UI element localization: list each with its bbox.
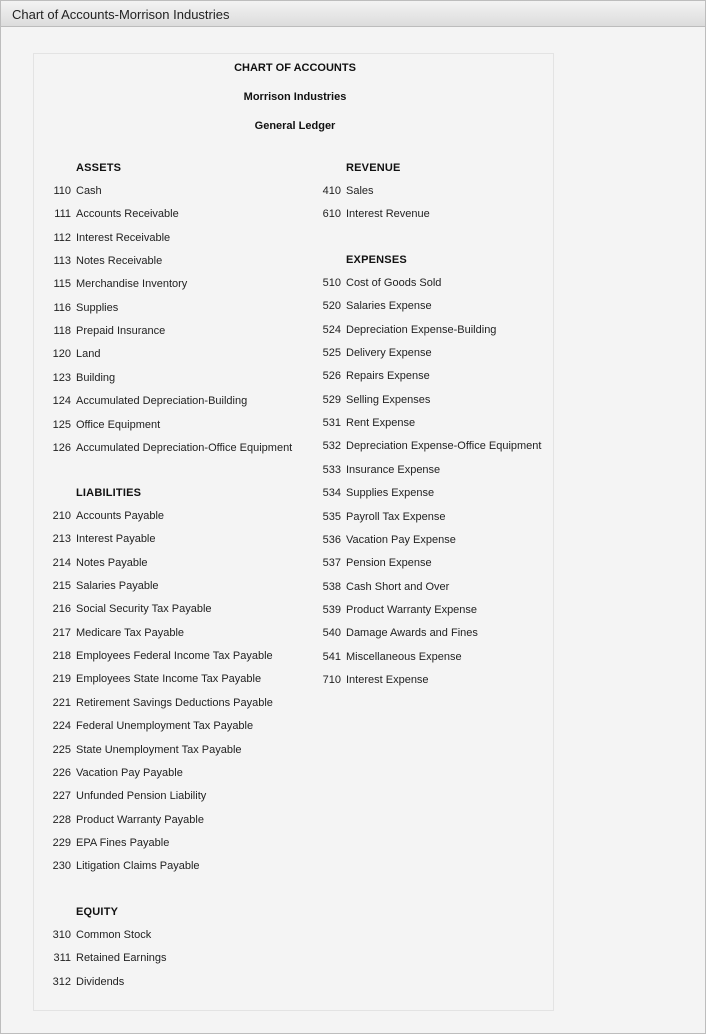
account-number: 529 bbox=[322, 393, 341, 406]
account-name: Retained Earnings bbox=[76, 952, 167, 965]
account-name: Dividends bbox=[76, 975, 125, 988]
account-name: Repairs Expense bbox=[346, 370, 430, 383]
account-number: 219 bbox=[52, 673, 71, 686]
ledger-name: General Ledger bbox=[254, 120, 336, 132]
account-number: 526 bbox=[322, 370, 341, 383]
account-name: Interest Expense bbox=[346, 673, 429, 686]
account-name: Notes Receivable bbox=[76, 255, 163, 268]
account-number: 116 bbox=[53, 301, 71, 314]
account-number: 535 bbox=[322, 510, 341, 523]
account-number: 537 bbox=[322, 557, 341, 570]
account-name: Vacation Pay Expense bbox=[346, 533, 456, 546]
account-number: 124 bbox=[52, 395, 71, 408]
account-name: Depreciation Expense-Building bbox=[346, 323, 497, 336]
account-name: Federal Unemployment Tax Payable bbox=[76, 720, 254, 733]
equity-heading: EQUITY bbox=[76, 906, 119, 918]
account-number: 534 bbox=[322, 487, 341, 500]
account-number: 510 bbox=[322, 277, 341, 289]
account-name: Common Stock bbox=[76, 929, 152, 941]
account-name: Supplies bbox=[76, 301, 119, 314]
account-name: Supplies Expense bbox=[346, 487, 435, 500]
account-number: 123 bbox=[52, 371, 71, 384]
account-number: 126 bbox=[52, 441, 71, 454]
account-name: Unfunded Pension Liability bbox=[76, 790, 207, 803]
account-name: Cost of Goods Sold bbox=[346, 277, 442, 289]
account-name: Interest Revenue bbox=[346, 208, 430, 221]
account-number: 533 bbox=[322, 463, 341, 476]
account-number: 541 bbox=[322, 650, 341, 663]
account-name: Building bbox=[76, 371, 116, 384]
account-name: EPA Fines Payable bbox=[76, 836, 170, 849]
account-number: 111 bbox=[54, 208, 71, 221]
account-number: 215 bbox=[52, 580, 71, 593]
account-name: Payroll Tax Expense bbox=[346, 510, 446, 523]
account-number: 524 bbox=[322, 323, 341, 336]
account-name: Miscellaneous Expense bbox=[346, 650, 462, 663]
account-number: 539 bbox=[322, 603, 341, 616]
account-number: 217 bbox=[52, 626, 71, 639]
account-name: Social Security Tax Payable bbox=[76, 603, 212, 616]
account-number: 218 bbox=[52, 650, 71, 663]
account-number: 125 bbox=[52, 418, 71, 431]
account-name: Cash bbox=[76, 185, 102, 197]
account-name: Office Equipment bbox=[76, 418, 161, 431]
account-number: 210 bbox=[52, 510, 71, 522]
account-number: 120 bbox=[52, 348, 71, 361]
liabilities-heading: LIABILITIES bbox=[76, 487, 142, 499]
account-name: Product Warranty Expense bbox=[346, 603, 478, 616]
page-title: CHART OF ACCOUNTS bbox=[234, 62, 356, 74]
account-number: 225 bbox=[52, 743, 71, 756]
account-number: 312 bbox=[52, 975, 71, 988]
window-title-bar[interactable] bbox=[1, 1, 705, 27]
account-number: 226 bbox=[52, 766, 71, 779]
account-number: 531 bbox=[322, 417, 341, 430]
account-name: Sales bbox=[346, 185, 374, 197]
account-name: Litigation Claims Payable bbox=[76, 860, 200, 873]
assets-heading: ASSETS bbox=[76, 162, 122, 174]
account-name: Vacation Pay Payable bbox=[76, 766, 183, 779]
account-name: Medicare Tax Payable bbox=[76, 626, 185, 639]
account-name: Accounts Payable bbox=[76, 510, 165, 522]
account-name: Salaries Expense bbox=[346, 300, 432, 313]
account-name: Accumulated Depreciation-Office Equipment bbox=[76, 441, 293, 454]
account-number: 610 bbox=[322, 208, 341, 221]
account-number: 525 bbox=[322, 347, 341, 360]
account-number: 110 bbox=[53, 185, 71, 197]
account-name: Damage Awards and Fines bbox=[346, 627, 478, 640]
account-name: State Unemployment Tax Payable bbox=[76, 743, 242, 756]
account-number: 532 bbox=[322, 440, 341, 453]
account-name: Accounts Receivable bbox=[76, 208, 179, 221]
account-name: Employees State Income Tax Payable bbox=[76, 673, 262, 686]
account-number: 118 bbox=[53, 325, 71, 338]
account-name: Notes Payable bbox=[76, 556, 148, 569]
account-number: 228 bbox=[52, 813, 71, 826]
chart-of-accounts-card bbox=[33, 53, 554, 1011]
account-number: 229 bbox=[52, 836, 71, 849]
account-number: 230 bbox=[52, 860, 71, 873]
account-number: 227 bbox=[52, 790, 71, 803]
account-number: 540 bbox=[322, 627, 341, 640]
account-name: Accumulated Depreciation-Building bbox=[76, 395, 248, 408]
account-number: 311 bbox=[53, 952, 71, 965]
account-name: Delivery Expense bbox=[346, 347, 432, 360]
account-number: 536 bbox=[322, 533, 341, 546]
account-number: 115 bbox=[53, 278, 71, 291]
account-name: Merchandise Inventory bbox=[76, 278, 188, 291]
account-name: Rent Expense bbox=[346, 417, 416, 430]
account-number: 214 bbox=[52, 556, 71, 569]
account-number: 113 bbox=[53, 255, 71, 268]
account-number: 221 bbox=[52, 696, 71, 709]
expenses-heading: EXPENSES bbox=[346, 254, 407, 266]
account-number: 520 bbox=[322, 300, 341, 313]
account-name: Depreciation Expense-Office Equipment bbox=[346, 440, 542, 453]
window-title: Chart of Accounts-Morrison Industries bbox=[12, 7, 230, 22]
account-number: 310 bbox=[52, 929, 71, 941]
account-name: Interest Receivable bbox=[76, 231, 171, 244]
account-name: Product Warranty Payable bbox=[76, 813, 204, 826]
account-name: Interest Payable bbox=[76, 533, 156, 546]
account-name: Land bbox=[76, 348, 101, 361]
account-number: 410 bbox=[322, 185, 341, 197]
account-name: Employees Federal Income Tax Payable bbox=[76, 650, 273, 663]
account-name: Selling Expenses bbox=[346, 393, 431, 406]
account-number: 216 bbox=[52, 603, 71, 616]
account-number: 112 bbox=[53, 231, 71, 244]
account-number: 213 bbox=[52, 533, 71, 546]
account-name: Prepaid Insurance bbox=[76, 325, 166, 338]
account-name: Cash Short and Over bbox=[346, 580, 450, 593]
account-name: Pension Expense bbox=[346, 557, 432, 570]
company-name: Morrison Industries bbox=[243, 91, 347, 103]
revenue-heading: REVENUE bbox=[346, 162, 401, 174]
account-name: Salaries Payable bbox=[76, 580, 159, 593]
account-number: 224 bbox=[52, 720, 71, 733]
account-name: Insurance Expense bbox=[346, 463, 441, 476]
account-name: Retirement Savings Deductions Payable bbox=[76, 696, 273, 709]
account-number: 710 bbox=[322, 673, 341, 686]
account-number: 538 bbox=[322, 580, 341, 593]
